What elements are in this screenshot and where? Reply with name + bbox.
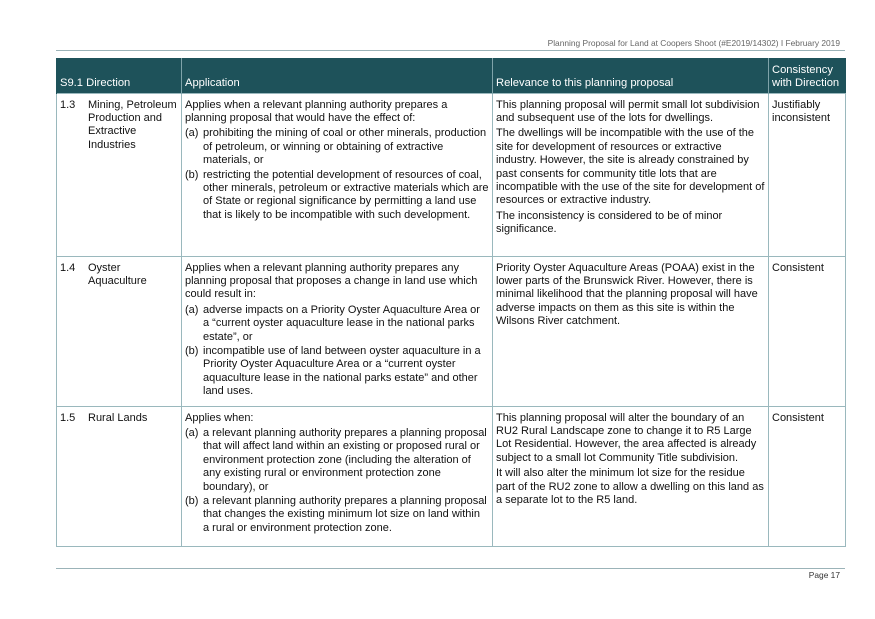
consistency-cell: Consistent — [769, 256, 846, 406]
list-item-label: (a) — [185, 426, 199, 439]
application-cell — [182, 93, 493, 256]
relevance-paragraph: This planning proposal will alter the boundary of an RU2 Rural Landscape zone to change it to R5 Large Lot Residential. However, the area affected is already subject to a small lot Community Title subdivision. — [496, 411, 757, 464]
list-item-label: (b) — [185, 344, 199, 357]
direction-cell — [57, 93, 182, 256]
table-row — [57, 256, 846, 406]
list-item-label: (a) — [185, 303, 199, 316]
list-item-text: incompatible use of land between oyster aquaculture in a Priority Oyster Aquaculture Area or a “current oyster aquaculture lease in the national parks estate” and other land uses. — [203, 344, 481, 398]
column-header: Relevance to this planning proposal — [493, 58, 769, 93]
direction-number: 1.5 — [60, 411, 76, 424]
direction-number: 1.3 — [60, 98, 76, 111]
direction-name: Mining, Petroleum Production and Extractive Industries — [88, 98, 177, 151]
column-header: Application — [182, 58, 493, 93]
list-item-label: (b) — [185, 494, 199, 507]
relevance-cell — [493, 93, 769, 256]
consistency-cell: Justifiably inconsistent — [769, 93, 846, 256]
application-cell — [182, 406, 493, 546]
list-item — [185, 169, 489, 223]
footer-divider — [56, 568, 845, 569]
list-item-text: adverse impacts on a Priority Oyster Aquaculture Area or a “current oyster aquaculture lease in the national parks estate”, or — [203, 303, 480, 343]
direction-name: Rural Lands — [88, 411, 148, 424]
list-item-text: a relevant planning authority prepares a planning proposal that will affect land within an existing or proposed rural or environment protection zone (including the alteration of any existing rural or environment protection zone boundary), or — [203, 426, 487, 493]
application-cell — [182, 256, 493, 406]
list-item-text: restricting the potential development of resources of coal, other minerals, petroleum or extractive materials which are of State or regional significance by permitting a land use that is likely to be incompatible with such development. — [203, 168, 489, 221]
list-item — [185, 304, 489, 344]
relevance-paragraph: This planning proposal will permit small lot subdivision and subsequent use of the lots for dwellings. — [496, 98, 760, 124]
list-item — [185, 127, 489, 167]
running-header: Planning Proposal for Land at Coopers Shoot (#E2019/14302) I February 2019 — [547, 38, 840, 48]
table-row — [57, 93, 846, 256]
list-item-label: (b) — [185, 168, 199, 181]
direction-name: Oyster Aquaculture — [88, 261, 147, 287]
application-intro: Applies when: — [185, 411, 254, 424]
relevance-cell — [493, 256, 769, 406]
table-row — [57, 406, 846, 546]
list-item-text: a relevant planning authority prepares a planning proposal that changes the existing minimum lot size on land within a rural or environment protection zone. — [203, 494, 487, 534]
relevance-paragraph: The inconsistency is considered to be of minor significance. — [496, 209, 723, 236]
relevance-paragraph: The dwellings will be incompatible with the use of the site for development of resources or extractive industry. However, the site is already constrained by past consents for community title lots that are incompatible with the use of the site for development of resources or extractive industry. — [496, 127, 765, 207]
list-item-text: prohibiting the mining of coal or other minerals, production of petroleum, or winning or obtaining of extractive materials, or — [203, 127, 487, 167]
direction-cell — [57, 406, 182, 546]
list-item — [185, 427, 489, 494]
directions-table — [56, 58, 846, 547]
header-divider — [56, 50, 845, 51]
direction-number: 1.4 — [60, 261, 76, 274]
list-item-label: (a) — [185, 127, 199, 140]
relevance-cell — [493, 406, 769, 546]
column-header: S9.1 Direction — [57, 58, 182, 93]
page-number: Page 17 — [808, 570, 840, 580]
relevance-paragraph: Priority Oyster Aquaculture Areas (POAA) exist in the lower parts of the Brunswick River. However, there is minimal likelihood that the planning proposal will have adverse impacts on them as this site is within the Wilsons River catchment. — [496, 261, 758, 328]
table-header-row — [57, 58, 846, 93]
column-header: Consistency with Direction — [769, 58, 846, 93]
application-intro: Applies when a relevant planning authority prepares a planning proposal that would have the effect of: — [185, 98, 448, 124]
relevance-paragraph: It will also alter the minimum lot size for the residue part of the RU2 zone to allow a dwelling on this land as a separate lot to the R5 land. — [496, 467, 764, 506]
consistency-cell: Consistent — [769, 406, 846, 546]
list-item — [185, 495, 489, 535]
list-item — [185, 345, 489, 399]
application-intro: Applies when a relevant planning authority prepares any planning proposal that proposes a change in land use which could result in: — [185, 261, 478, 301]
direction-cell — [57, 256, 182, 406]
